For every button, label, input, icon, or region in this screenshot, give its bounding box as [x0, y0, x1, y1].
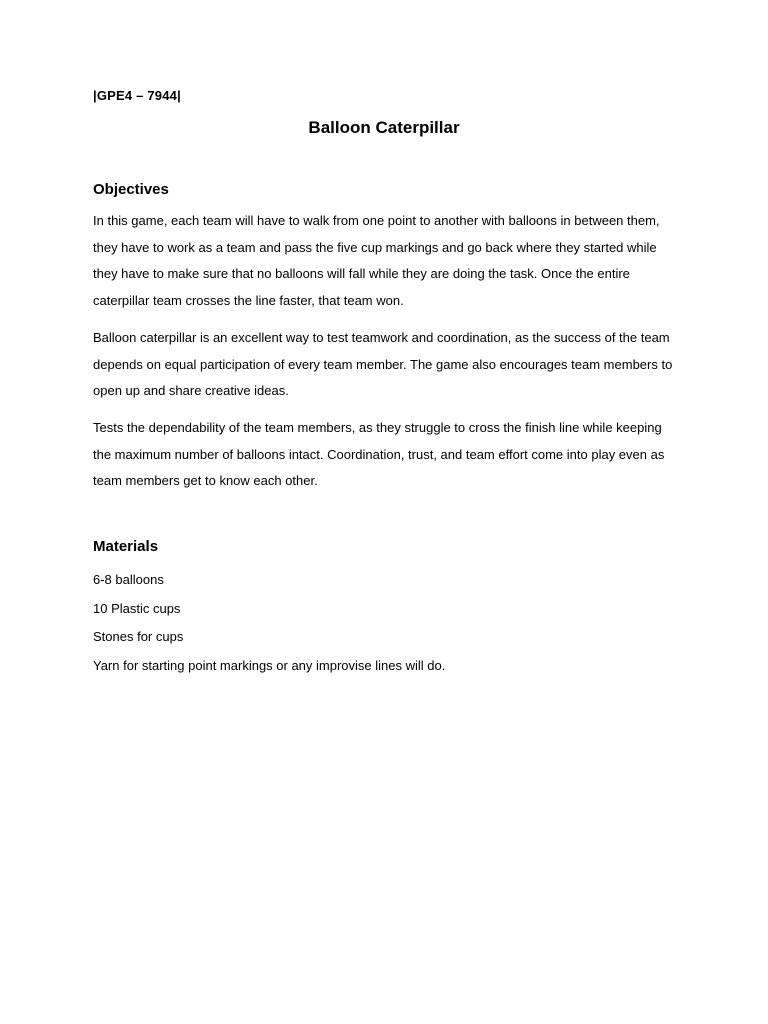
objectives-paragraph-1: In this game, each team will have to walk from one point to another with balloons in between them, they have to work as a team and pass the five cup markings and go back where they started while they have to make sure that no balloons will fall while they are doing the task. Once the entire caterpillar team crosses the line faster, that team won.	[93, 213, 660, 309]
document-code: |GPE4 – 7944|	[93, 88, 181, 103]
materials-list	[93, 566, 445, 681]
materials-item: Stones for cups	[93, 629, 184, 645]
materials-item: 6-8 balloons	[93, 572, 164, 587]
materials-item: 10 Plastic cups	[93, 600, 181, 616]
objectives-heading: Objectives	[93, 181, 169, 198]
objectives-paragraph-3: Tests the dependability of the team members, as they struggle to cross the finish line while keeping the maximum number of balloons intact. Coordination, trust, and team effort come into play even as team members get to know each other.	[93, 420, 665, 489]
materials-heading: Materials	[93, 538, 159, 555]
materials-item: Yarn for starting point markings or any improvise lines will do.	[93, 658, 446, 674]
objectives-paragraph-2: Balloon caterpillar is an excellent way to test teamwork and coordination, as the success of the team depends on equal participation of every team member. The game also encourages team members to open up and share creative ideas.	[93, 330, 673, 399]
document-title: Balloon Caterpillar	[308, 118, 460, 137]
